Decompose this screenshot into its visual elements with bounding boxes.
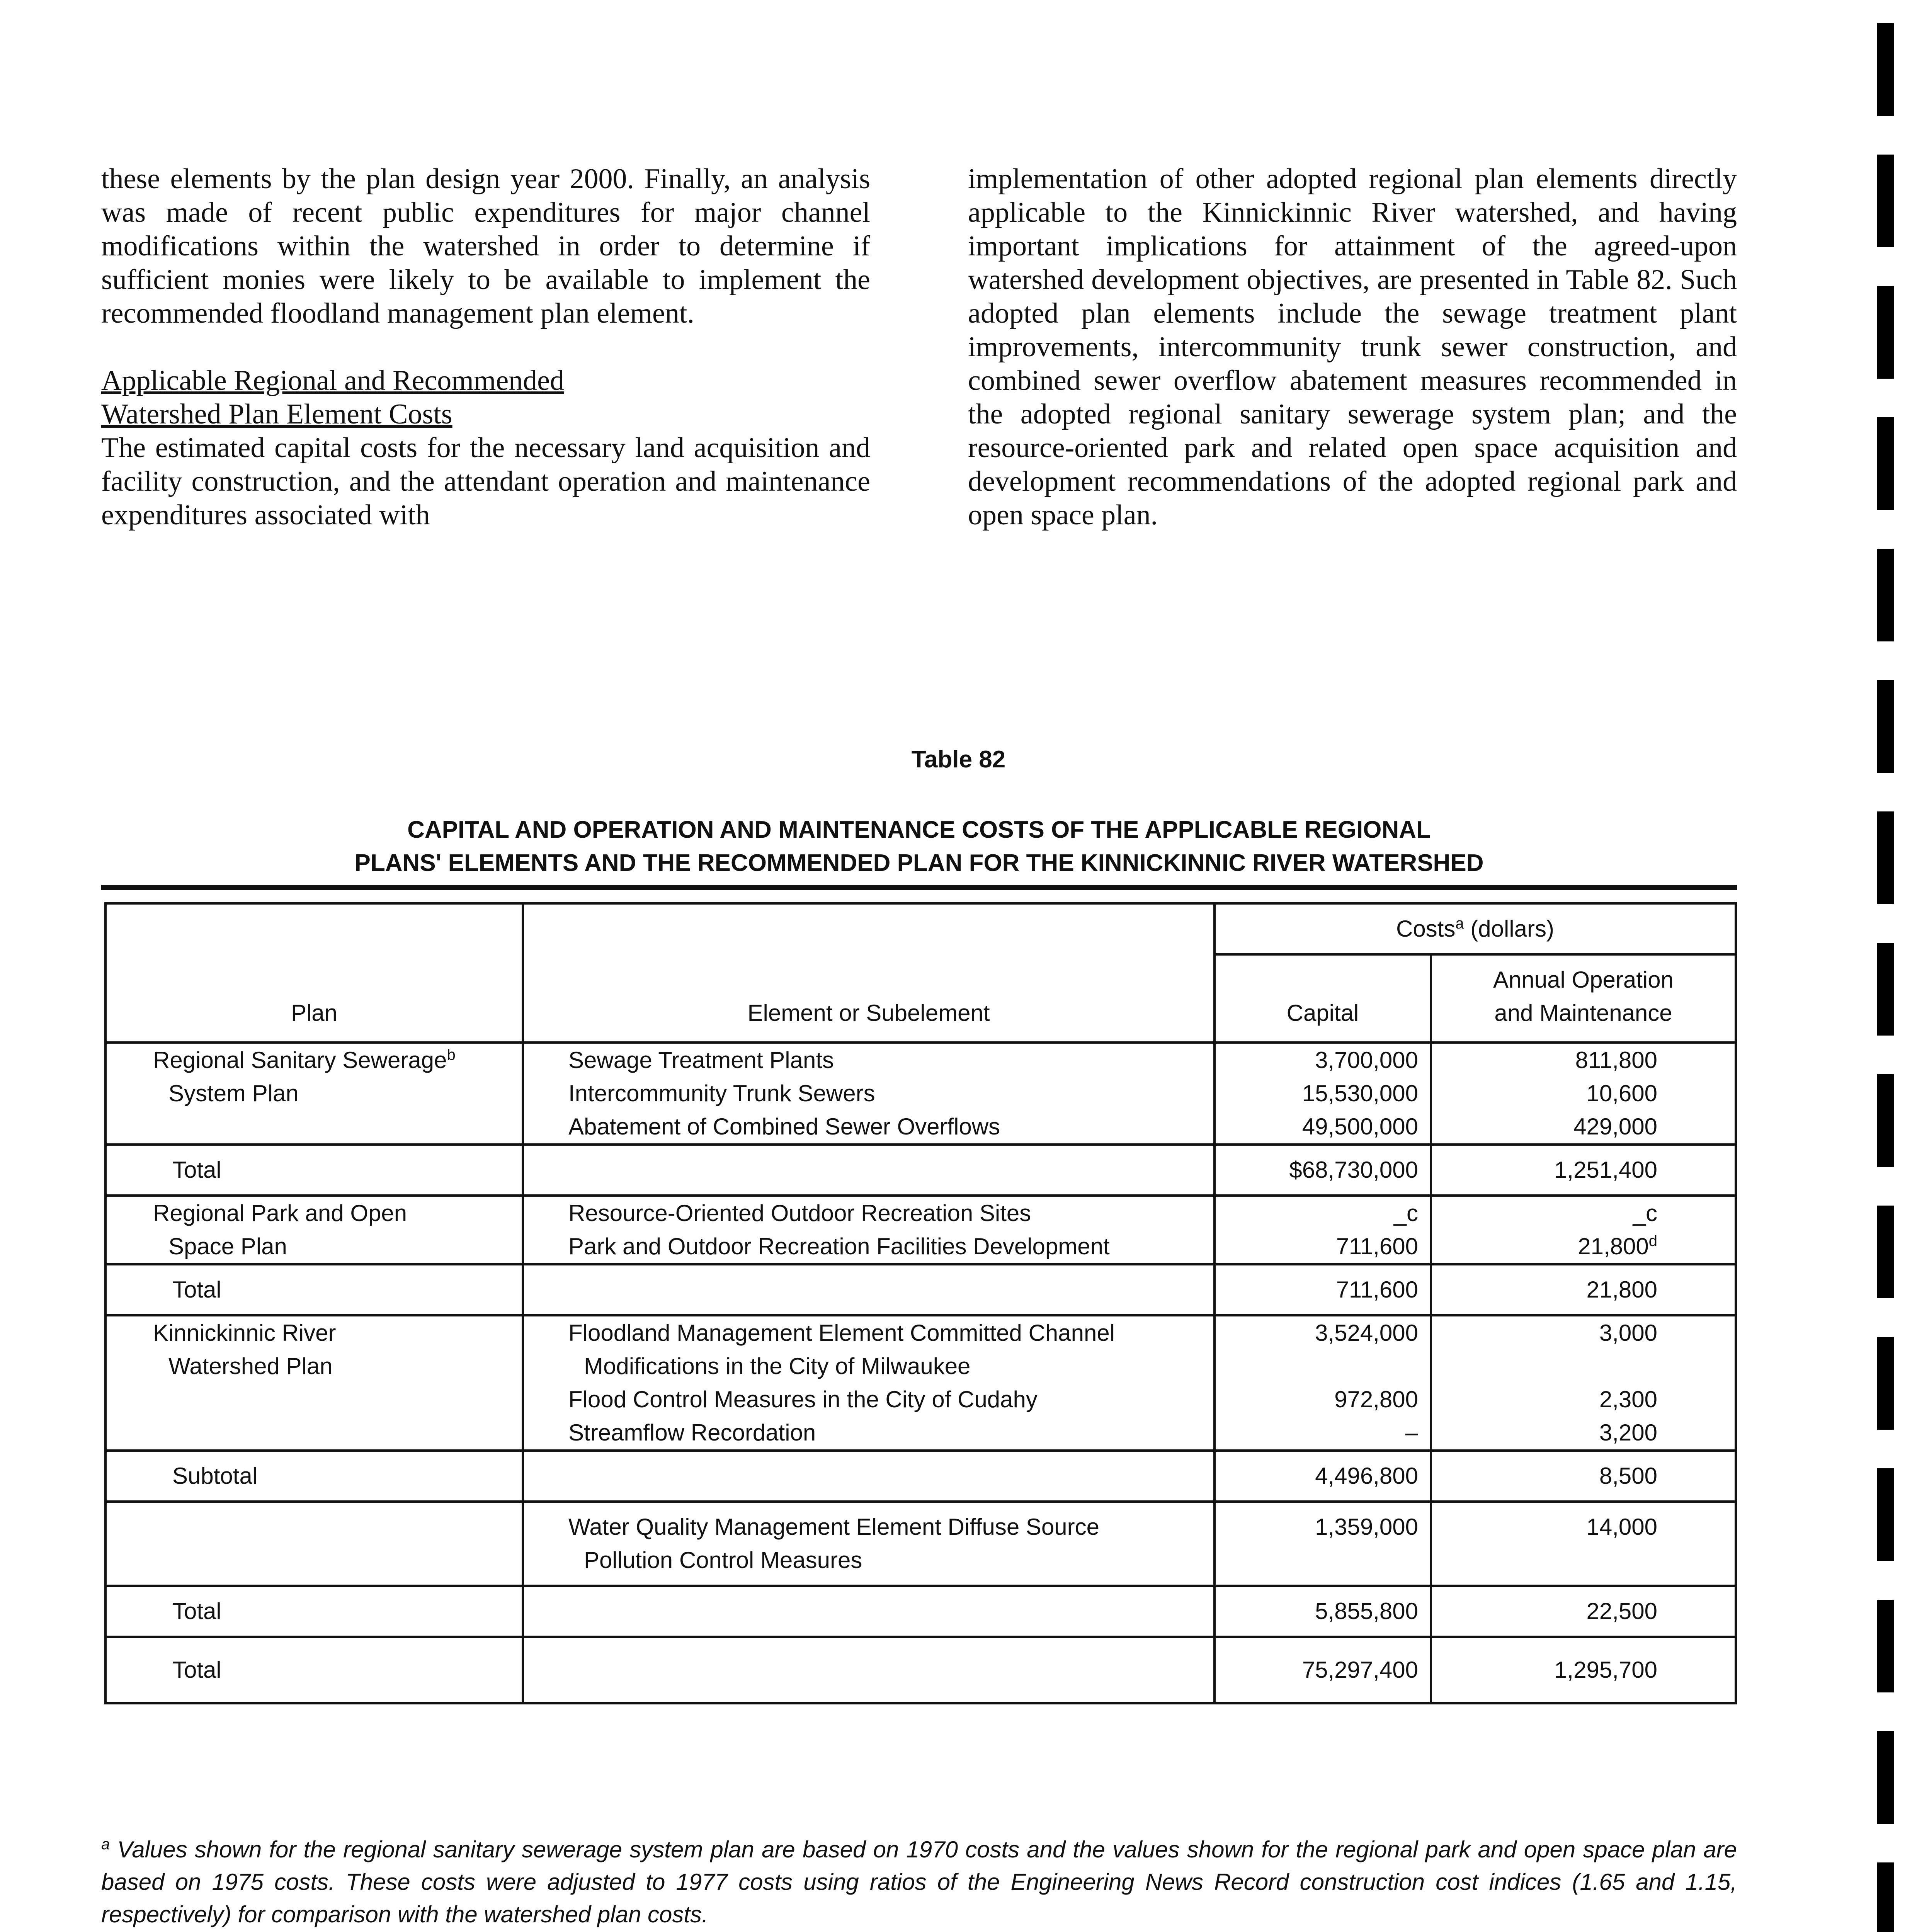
- footnote-a-mark: a: [101, 1836, 110, 1853]
- binding-mark: [1877, 549, 1894, 641]
- empty-cell: [523, 1586, 1214, 1637]
- kk-plan-line-2: Watershed Plan: [168, 1353, 333, 1379]
- table-number: Table 82: [911, 746, 1006, 773]
- sewerage-plan-cell: [105, 1043, 523, 1145]
- table-row: [105, 1196, 1736, 1264]
- park-annual-1: _c: [1633, 1200, 1657, 1226]
- binding-mark: [1877, 680, 1894, 773]
- kk-wq-element-cell: [523, 1502, 1214, 1586]
- kk-element-2: Flood Control Measures in the City of Cudahy: [568, 1386, 1038, 1412]
- kk-capital-1: 3,524,000: [1315, 1320, 1418, 1346]
- binding-mark: [1877, 943, 1894, 1036]
- section-heading-line-2: Watershed Plan Element Costs: [101, 398, 452, 430]
- table-row: [105, 1043, 1736, 1145]
- binding-mark: [1877, 1600, 1894, 1692]
- table-row: [105, 1451, 1736, 1502]
- sewerage-capital-3: 49,500,000: [1302, 1114, 1418, 1139]
- header-plan: Plan: [105, 903, 523, 1043]
- park-total-annual: 21,800: [1431, 1264, 1736, 1315]
- right-paragraph: implementation of other adopted regional plan elements directly applicable to the Kinnickinnic River watershed, and having important implications for attainment of the agreed-upon watershed development objectives, are presented in Table 82. Such adopted plan elements include the sewage treatment plant improvements, intercommunity trunk sewer construction, and combined sewer overflow abatement measures recommended in the adopted regional sanitary sewerage system plan; and the resource-oriented park and related open space acquisition and development recommendations of the adopted regional park and open space plan.: [968, 163, 1737, 531]
- footnotes: [101, 1833, 1737, 1932]
- header-annual-line-2: and Maintenance: [1494, 1000, 1672, 1026]
- kk-annual-1: 3,000: [1599, 1320, 1657, 1346]
- park-plan-line-2: Space Plan: [168, 1233, 287, 1259]
- kk-wq-element-line-1: Water Quality Management Element Diffuse Source: [568, 1514, 1099, 1540]
- park-plan-line-1: Regional Park and Open: [153, 1200, 407, 1226]
- park-capital-cell: [1214, 1196, 1431, 1264]
- park-element-cell: [523, 1196, 1214, 1264]
- kk-capital-cell: [1214, 1315, 1431, 1451]
- header-costs-sup: a: [1455, 915, 1464, 932]
- binding-mark: [1877, 1337, 1894, 1430]
- binding-mark: [1877, 1206, 1894, 1298]
- kk-annual-3: 3,200: [1599, 1420, 1657, 1446]
- left-column: [101, 162, 870, 532]
- table-title: [101, 813, 1737, 880]
- empty-cell: [105, 1502, 523, 1586]
- section-heading-line-1: Applicable Regional and Recommended: [101, 365, 565, 396]
- binding-mark: [1877, 1074, 1894, 1167]
- empty-cell: [523, 1145, 1214, 1196]
- empty-cell: [523, 1637, 1214, 1703]
- empty-cell: [523, 1264, 1214, 1315]
- sewerage-plan-line-1: Regional Sanitary Sewerage: [153, 1047, 447, 1073]
- kk-element-cell: [523, 1315, 1214, 1451]
- grand-total-capital: 75,297,400: [1214, 1637, 1431, 1703]
- kk-element-3: Streamflow Recordation: [568, 1420, 816, 1446]
- section-heading: [101, 364, 870, 431]
- park-capital-1: _c: [1393, 1200, 1418, 1226]
- kk-annual-cell: [1431, 1315, 1736, 1451]
- sewerage-annual-3: 429,000: [1573, 1114, 1657, 1139]
- park-annual-2: 21,800: [1578, 1233, 1649, 1259]
- grand-total-annual: 1,295,700: [1431, 1637, 1736, 1703]
- header-costs: [1214, 903, 1736, 954]
- header-annual-line-1: Annual Operation: [1493, 967, 1674, 993]
- kk-plan-cell: [105, 1315, 523, 1451]
- kk-wq-capital: 1,359,000: [1214, 1502, 1431, 1586]
- table-row: [105, 1502, 1736, 1586]
- left-paragraph-2: The estimated capital costs for the necessary land acquisition and facility construction, and the attendant operation and maintenance expenditures associated with: [101, 432, 870, 531]
- grand-total-label: Total: [105, 1637, 523, 1703]
- binding-mark: [1877, 155, 1894, 247]
- park-total-label: Total: [105, 1264, 523, 1315]
- table-title-line-2: PLANS' ELEMENTS AND THE RECOMMENDED PLAN FOR THE KINNICKINNIC RIVER WATERSHED: [354, 850, 1484, 876]
- kk-total-annual: 22,500: [1431, 1586, 1736, 1637]
- park-capital-2: 711,600: [1336, 1233, 1418, 1259]
- title-rule: [101, 885, 1737, 890]
- kk-annual-2: 2,300: [1599, 1386, 1657, 1412]
- kk-plan-line-1: Kinnickinnic River: [153, 1320, 336, 1346]
- kk-capital-3: –: [1405, 1420, 1418, 1446]
- sewerage-annual-cell: [1431, 1043, 1736, 1145]
- binding-mark: [1877, 811, 1894, 904]
- park-element-2: Park and Outdoor Recreation Facilities Development: [568, 1233, 1110, 1259]
- header-costs-unit: (dollars): [1470, 916, 1554, 942]
- sewerage-element-3: Abatement of Combined Sewer Overflows: [568, 1114, 1000, 1139]
- sewerage-capital-cell: [1214, 1043, 1431, 1145]
- kk-element-1-line-2: Modifications in the City of Milwaukee: [584, 1353, 971, 1379]
- table-row: [105, 1586, 1736, 1637]
- kk-total-capital: 5,855,800: [1214, 1586, 1431, 1637]
- sewerage-element-1: Sewage Treatment Plants: [568, 1047, 834, 1073]
- header-element: Element or Subelement: [523, 903, 1214, 1043]
- sewerage-element-cell: [523, 1043, 1214, 1145]
- sewerage-total-label: Total: [105, 1145, 523, 1196]
- kk-total-label: Total: [105, 1586, 523, 1637]
- binding-mark: [1877, 417, 1894, 510]
- sewerage-plan-line-2: System Plan: [168, 1080, 299, 1106]
- header-capital: Capital: [1214, 954, 1431, 1043]
- cost-table: [104, 902, 1737, 1704]
- binding-mark: [1877, 1862, 1894, 1932]
- table-row: [105, 1637, 1736, 1703]
- sewerage-total-annual: 1,251,400: [1431, 1145, 1736, 1196]
- table-row: [105, 1145, 1736, 1196]
- kk-element-1-line-1: Floodland Management Element Committed Channel: [568, 1320, 1115, 1346]
- left-paragraph-1: these elements by the plan design year 2000. Finally, an analysis was made of recent public expenditures for major channel modifications within the watershed in order to determine if sufficient monies were likely to be available to implement the recommended floodland management plan element.: [101, 163, 870, 329]
- header-row-1: [105, 903, 1736, 954]
- sewerage-capital-2: 15,530,000: [1302, 1080, 1418, 1106]
- right-column: [968, 162, 1737, 532]
- kk-capital-2: 972,800: [1334, 1386, 1418, 1412]
- park-element-1: Resource-Oriented Outdoor Recreation Sites: [568, 1200, 1031, 1226]
- sewerage-capital-1: 3,700,000: [1315, 1047, 1418, 1073]
- sewerage-annual-2: 10,600: [1586, 1080, 1657, 1106]
- binding-mark: [1877, 286, 1894, 379]
- kk-subtotal-capital: 4,496,800: [1214, 1451, 1431, 1502]
- kk-wq-annual: 14,000: [1431, 1502, 1736, 1586]
- kk-subtotal-annual: 8,500: [1431, 1451, 1736, 1502]
- park-total-capital: 711,600: [1214, 1264, 1431, 1315]
- sewerage-annual-1: 811,800: [1575, 1047, 1657, 1073]
- binding-mark: [1877, 1468, 1894, 1561]
- kk-subtotal-label: Subtotal: [105, 1451, 523, 1502]
- footnote-a-text: Values shown for the regional sanitary sewerage system plan are based on 1970 costs and the values shown for the regional park and open space plan are based on 1975 costs. These costs were adjusted to 1977 costs using ratios of the Engineering News Record construction cost indices (1.65 and 1.15, respectively) for comparison with the watershed plan costs.: [101, 1837, 1737, 1927]
- header-annual: [1431, 954, 1736, 1043]
- footnote-a: [101, 1833, 1737, 1931]
- park-annual-2-sup: d: [1648, 1233, 1657, 1250]
- binding-mark: [1877, 1731, 1894, 1824]
- sewerage-plan-sup: b: [447, 1046, 456, 1063]
- table-row: [105, 1315, 1736, 1451]
- sewerage-total-capital: $68,730,000: [1214, 1145, 1431, 1196]
- empty-cell: [523, 1451, 1214, 1502]
- sewerage-element-2: Intercommunity Trunk Sewers: [568, 1080, 875, 1106]
- binding-mark: [1877, 23, 1894, 116]
- park-plan-cell: [105, 1196, 523, 1264]
- table-title-line-1: CAPITAL AND OPERATION AND MAINTENANCE COSTS OF THE APPLICABLE REGIONAL: [407, 816, 1431, 843]
- park-annual-cell: [1431, 1196, 1736, 1264]
- header-costs-label: Costs: [1396, 916, 1456, 942]
- table-row: [105, 1264, 1736, 1315]
- kk-wq-element-line-2: Pollution Control Measures: [584, 1547, 862, 1573]
